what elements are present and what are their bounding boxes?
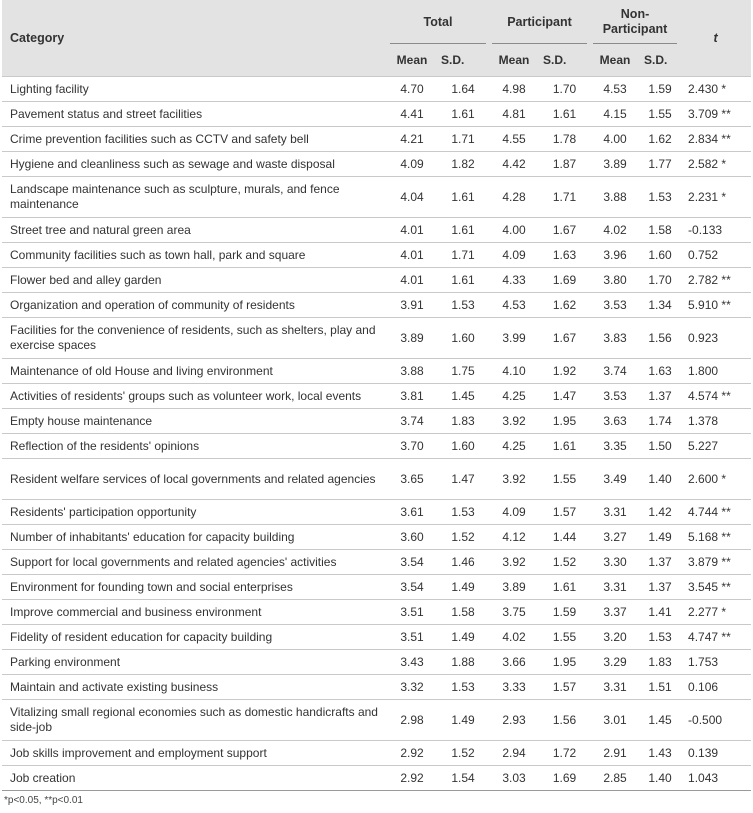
row-non-participant-sd: 1.53 (640, 177, 680, 218)
row-category: Number of inhabitants' education for capacity building (2, 525, 387, 550)
row-non-participant-mean: 3.20 (590, 625, 640, 650)
row-non-participant-sd: 1.59 (640, 77, 680, 102)
row-category: Fidelity of resident education for capacity building (2, 625, 387, 650)
row-non-participant-sd: 1.49 (640, 525, 680, 550)
row-total-sd: 1.71 (437, 127, 489, 152)
table-row (2, 409, 751, 434)
table-body (2, 77, 751, 791)
row-total-mean: 4.01 (387, 218, 437, 243)
row-non-participant-sd: 1.43 (640, 741, 680, 766)
row-total-sd: 1.64 (437, 77, 489, 102)
row-non-participant-mean: 3.89 (590, 152, 640, 177)
row-t-value: 4.747 ** (680, 625, 751, 650)
row-t-value: 1.378 (680, 409, 751, 434)
row-non-participant-sd: 1.40 (640, 459, 680, 500)
header-non-participant (590, 0, 680, 44)
row-t-value: 5.168 ** (680, 525, 751, 550)
row-participant-sd: 1.44 (539, 525, 590, 550)
row-non-participant-mean: 3.35 (590, 434, 640, 459)
row-total-mean: 3.70 (387, 434, 437, 459)
row-category: Job skills improvement and employment support (2, 741, 387, 766)
row-non-participant-sd: 1.45 (640, 700, 680, 741)
table-row (2, 384, 751, 409)
row-participant-sd: 1.92 (539, 359, 590, 384)
row-participant-mean: 2.93 (489, 700, 539, 741)
row-non-participant-sd: 1.40 (640, 766, 680, 791)
row-participant-mean: 4.53 (489, 293, 539, 318)
row-t-value: 2.430 * (680, 77, 751, 102)
row-non-participant-mean: 3.96 (590, 243, 640, 268)
row-category: Crime prevention facilities such as CCTV and safety bell (2, 127, 387, 152)
row-participant-mean: 4.42 (489, 152, 539, 177)
row-total-mean: 3.89 (387, 318, 437, 359)
row-total-sd: 1.60 (437, 434, 489, 459)
row-total-mean: 3.61 (387, 500, 437, 525)
row-non-participant-mean: 3.37 (590, 600, 640, 625)
header-non-participant-line1: Non- (620, 7, 650, 21)
row-participant-sd: 1.70 (539, 77, 590, 102)
row-non-participant-mean: 2.85 (590, 766, 640, 791)
row-category: Parking environment (2, 650, 387, 675)
row-non-participant-mean: 3.88 (590, 177, 640, 218)
row-total-mean: 4.04 (387, 177, 437, 218)
header-non-participant-line2: Participant (602, 22, 668, 36)
row-category: Pavement status and street facilities (2, 102, 387, 127)
row-participant-mean: 3.33 (489, 675, 539, 700)
row-participant-sd: 1.95 (539, 650, 590, 675)
row-total-mean: 4.21 (387, 127, 437, 152)
row-total-sd: 1.47 (437, 459, 489, 500)
row-participant-sd: 1.52 (539, 550, 590, 575)
row-category: Hygiene and cleanliness such as sewage and waste disposal (2, 152, 387, 177)
row-t-value: 1.800 (680, 359, 751, 384)
header-category: Category (2, 0, 387, 77)
row-non-participant-mean: 4.53 (590, 77, 640, 102)
row-total-sd: 1.45 (437, 384, 489, 409)
row-participant-mean: 4.09 (489, 243, 539, 268)
table-header (2, 0, 751, 77)
row-non-participant-mean: 4.00 (590, 127, 640, 152)
row-participant-sd: 1.63 (539, 243, 590, 268)
row-t-value: 4.744 ** (680, 500, 751, 525)
row-participant-mean: 4.00 (489, 218, 539, 243)
row-non-participant-sd: 1.60 (640, 243, 680, 268)
row-category: Facilities for the convenience of residents, such as shelters, play and exercise spaces (2, 318, 387, 359)
row-total-mean: 2.92 (387, 741, 437, 766)
row-participant-sd: 1.71 (539, 177, 590, 218)
row-non-participant-sd: 1.58 (640, 218, 680, 243)
row-total-sd: 1.71 (437, 243, 489, 268)
row-non-participant-mean: 2.91 (590, 741, 640, 766)
row-total-mean: 4.09 (387, 152, 437, 177)
table-row (2, 741, 751, 766)
row-participant-mean: 4.09 (489, 500, 539, 525)
row-category: Flower bed and alley garden (2, 268, 387, 293)
row-total-sd: 1.53 (437, 293, 489, 318)
table-row (2, 600, 751, 625)
row-participant-mean: 4.02 (489, 625, 539, 650)
row-total-sd: 1.52 (437, 525, 489, 550)
row-t-value: 2.277 * (680, 600, 751, 625)
row-category: Street tree and natural green area (2, 218, 387, 243)
row-participant-mean: 4.28 (489, 177, 539, 218)
header-non-participant-mean: Mean (590, 44, 640, 77)
row-participant-sd: 1.55 (539, 625, 590, 650)
row-category: Job creation (2, 766, 387, 791)
row-non-participant-sd: 1.42 (640, 500, 680, 525)
row-participant-sd: 1.47 (539, 384, 590, 409)
row-total-mean: 3.32 (387, 675, 437, 700)
table-row (2, 500, 751, 525)
row-total-sd: 1.49 (437, 575, 489, 600)
row-total-sd: 1.53 (437, 675, 489, 700)
row-participant-sd: 1.78 (539, 127, 590, 152)
row-t-value: 2.834 ** (680, 127, 751, 152)
row-category: Reflection of the residents' opinions (2, 434, 387, 459)
row-total-mean: 4.41 (387, 102, 437, 127)
table-row (2, 575, 751, 600)
row-total-sd: 1.49 (437, 625, 489, 650)
row-non-participant-mean: 4.02 (590, 218, 640, 243)
row-category: Activities of residents' groups such as volunteer work, local events (2, 384, 387, 409)
header-non-participant-sd: S.D. (640, 44, 680, 77)
table-row (2, 152, 751, 177)
row-participant-mean: 3.03 (489, 766, 539, 791)
row-total-sd: 1.75 (437, 359, 489, 384)
row-total-sd: 1.49 (437, 700, 489, 741)
row-t-value: 3.879 ** (680, 550, 751, 575)
table-row (2, 650, 751, 675)
table-row (2, 359, 751, 384)
row-participant-mean: 4.55 (489, 127, 539, 152)
row-non-participant-mean: 3.31 (590, 575, 640, 600)
row-category: Resident welfare services of local governments and related agencies (2, 459, 387, 500)
row-category: Maintenance of old House and living environment (2, 359, 387, 384)
row-non-participant-mean: 3.53 (590, 384, 640, 409)
row-t-value: 0.923 (680, 318, 751, 359)
row-non-participant-mean: 3.31 (590, 675, 640, 700)
header-t: t (680, 0, 751, 77)
row-total-sd: 1.88 (437, 650, 489, 675)
row-participant-mean: 3.89 (489, 575, 539, 600)
row-participant-mean: 3.99 (489, 318, 539, 359)
row-participant-sd: 1.61 (539, 575, 590, 600)
row-total-sd: 1.61 (437, 102, 489, 127)
row-t-value: 2.582 * (680, 152, 751, 177)
row-t-value: 2.231 * (680, 177, 751, 218)
row-participant-mean: 4.98 (489, 77, 539, 102)
row-total-sd: 1.60 (437, 318, 489, 359)
row-participant-mean: 4.33 (489, 268, 539, 293)
row-total-sd: 1.82 (437, 152, 489, 177)
row-category: Maintain and activate existing business (2, 675, 387, 700)
row-total-sd: 1.61 (437, 268, 489, 293)
row-non-participant-sd: 1.77 (640, 152, 680, 177)
row-participant-mean: 3.92 (489, 459, 539, 500)
row-total-mean: 4.01 (387, 268, 437, 293)
row-t-value: 0.139 (680, 741, 751, 766)
row-category: Lighting facility (2, 77, 387, 102)
row-total-mean: 3.60 (387, 525, 437, 550)
row-non-participant-sd: 1.70 (640, 268, 680, 293)
row-non-participant-mean: 3.63 (590, 409, 640, 434)
table-row (2, 102, 751, 127)
row-non-participant-mean: 3.80 (590, 268, 640, 293)
row-t-value: 5.227 (680, 434, 751, 459)
row-t-value: 1.753 (680, 650, 751, 675)
row-total-sd: 1.61 (437, 177, 489, 218)
table-row (2, 243, 751, 268)
row-participant-mean: 3.92 (489, 550, 539, 575)
row-non-participant-mean: 3.01 (590, 700, 640, 741)
row-category: Empty house maintenance (2, 409, 387, 434)
header-total: Total (387, 0, 489, 44)
row-non-participant-mean: 3.29 (590, 650, 640, 675)
header-participant: Participant (489, 0, 590, 44)
table-row (2, 127, 751, 152)
row-total-mean: 3.74 (387, 409, 437, 434)
row-participant-mean: 4.25 (489, 384, 539, 409)
table-row (2, 318, 751, 359)
row-t-value: 3.709 ** (680, 102, 751, 127)
row-non-participant-mean: 3.53 (590, 293, 640, 318)
row-non-participant-sd: 1.50 (640, 434, 680, 459)
results-table (2, 0, 751, 791)
row-participant-sd: 1.87 (539, 152, 590, 177)
row-participant-mean: 3.66 (489, 650, 539, 675)
row-participant-sd: 1.55 (539, 459, 590, 500)
row-non-participant-sd: 1.37 (640, 384, 680, 409)
row-t-value: -0.500 (680, 700, 751, 741)
row-non-participant-sd: 1.37 (640, 575, 680, 600)
row-total-mean: 3.43 (387, 650, 437, 675)
row-participant-mean: 3.92 (489, 409, 539, 434)
row-total-sd: 1.46 (437, 550, 489, 575)
row-total-mean: 3.54 (387, 550, 437, 575)
table-row (2, 625, 751, 650)
row-participant-sd: 1.57 (539, 500, 590, 525)
row-t-value: 3.545 ** (680, 575, 751, 600)
row-total-sd: 1.61 (437, 218, 489, 243)
row-total-mean: 3.88 (387, 359, 437, 384)
row-total-mean: 3.54 (387, 575, 437, 600)
row-category: Residents' participation opportunity (2, 500, 387, 525)
row-t-value: 2.600 * (680, 459, 751, 500)
row-non-participant-sd: 1.51 (640, 675, 680, 700)
row-participant-sd: 1.67 (539, 318, 590, 359)
table-row (2, 434, 751, 459)
header-total-mean: Mean (387, 44, 437, 77)
row-participant-sd: 1.57 (539, 675, 590, 700)
row-total-mean: 2.98 (387, 700, 437, 741)
row-t-value: 5.910 ** (680, 293, 751, 318)
row-participant-sd: 1.69 (539, 766, 590, 791)
row-total-sd: 1.54 (437, 766, 489, 791)
row-non-participant-mean: 3.31 (590, 500, 640, 525)
row-category: Landscape maintenance such as sculpture, murals, and fence maintenance (2, 177, 387, 218)
row-t-value: 0.106 (680, 675, 751, 700)
row-participant-sd: 1.56 (539, 700, 590, 741)
row-non-participant-mean: 3.27 (590, 525, 640, 550)
row-non-participant-sd: 1.83 (640, 650, 680, 675)
row-non-participant-sd: 1.41 (640, 600, 680, 625)
row-participant-mean: 4.10 (489, 359, 539, 384)
row-non-participant-mean: 3.30 (590, 550, 640, 575)
table-row (2, 77, 751, 102)
table-row (2, 525, 751, 550)
table-row (2, 218, 751, 243)
row-t-value: 2.782 ** (680, 268, 751, 293)
row-category: Vitalizing small regional economies such as domestic handicrafts and side-job (2, 700, 387, 741)
table-row (2, 675, 751, 700)
row-non-participant-sd: 1.37 (640, 550, 680, 575)
row-non-participant-sd: 1.34 (640, 293, 680, 318)
table-row (2, 766, 751, 791)
table-row (2, 550, 751, 575)
row-total-mean: 2.92 (387, 766, 437, 791)
row-participant-mean: 4.81 (489, 102, 539, 127)
row-participant-mean: 3.75 (489, 600, 539, 625)
row-total-sd: 1.83 (437, 409, 489, 434)
row-participant-mean: 4.25 (489, 434, 539, 459)
row-non-participant-sd: 1.63 (640, 359, 680, 384)
row-participant-sd: 1.95 (539, 409, 590, 434)
row-total-mean: 4.01 (387, 243, 437, 268)
significance-note: *p<0.05, **p<0.01 (4, 795, 83, 806)
table-row (2, 268, 751, 293)
row-category: Support for local governments and related agencies' activities (2, 550, 387, 575)
row-total-sd: 1.58 (437, 600, 489, 625)
row-participant-sd: 1.62 (539, 293, 590, 318)
row-non-participant-mean: 4.15 (590, 102, 640, 127)
row-non-participant-sd: 1.62 (640, 127, 680, 152)
row-category: Organization and operation of community of residents (2, 293, 387, 318)
table-row (2, 700, 751, 741)
row-non-participant-mean: 3.49 (590, 459, 640, 500)
row-non-participant-sd: 1.55 (640, 102, 680, 127)
row-non-participant-mean: 3.74 (590, 359, 640, 384)
header-participant-sd: S.D. (539, 44, 590, 77)
row-participant-mean: 4.12 (489, 525, 539, 550)
row-total-mean: 3.65 (387, 459, 437, 500)
row-t-value: -0.133 (680, 218, 751, 243)
row-total-sd: 1.52 (437, 741, 489, 766)
row-participant-sd: 1.59 (539, 600, 590, 625)
row-participant-sd: 1.61 (539, 102, 590, 127)
row-non-participant-sd: 1.53 (640, 625, 680, 650)
row-category: Community facilities such as town hall, park and square (2, 243, 387, 268)
row-participant-sd: 1.61 (539, 434, 590, 459)
row-total-mean: 3.81 (387, 384, 437, 409)
row-non-participant-sd: 1.74 (640, 409, 680, 434)
row-category: Environment for founding town and social enterprises (2, 575, 387, 600)
row-total-mean: 3.51 (387, 600, 437, 625)
row-t-value: 1.043 (680, 766, 751, 791)
row-t-value: 4.574 ** (680, 384, 751, 409)
table-row (2, 459, 751, 500)
row-participant-mean: 2.94 (489, 741, 539, 766)
row-participant-sd: 1.72 (539, 741, 590, 766)
row-total-mean: 4.70 (387, 77, 437, 102)
row-non-participant-sd: 1.56 (640, 318, 680, 359)
row-category: Improve commercial and business environment (2, 600, 387, 625)
row-total-mean: 3.91 (387, 293, 437, 318)
header-participant-mean: Mean (489, 44, 539, 77)
row-participant-sd: 1.69 (539, 268, 590, 293)
row-participant-sd: 1.67 (539, 218, 590, 243)
row-t-value: 0.752 (680, 243, 751, 268)
row-non-participant-mean: 3.83 (590, 318, 640, 359)
row-total-sd: 1.53 (437, 500, 489, 525)
header-total-sd: S.D. (437, 44, 489, 77)
row-total-mean: 3.51 (387, 625, 437, 650)
table-row (2, 177, 751, 218)
table-row (2, 293, 751, 318)
